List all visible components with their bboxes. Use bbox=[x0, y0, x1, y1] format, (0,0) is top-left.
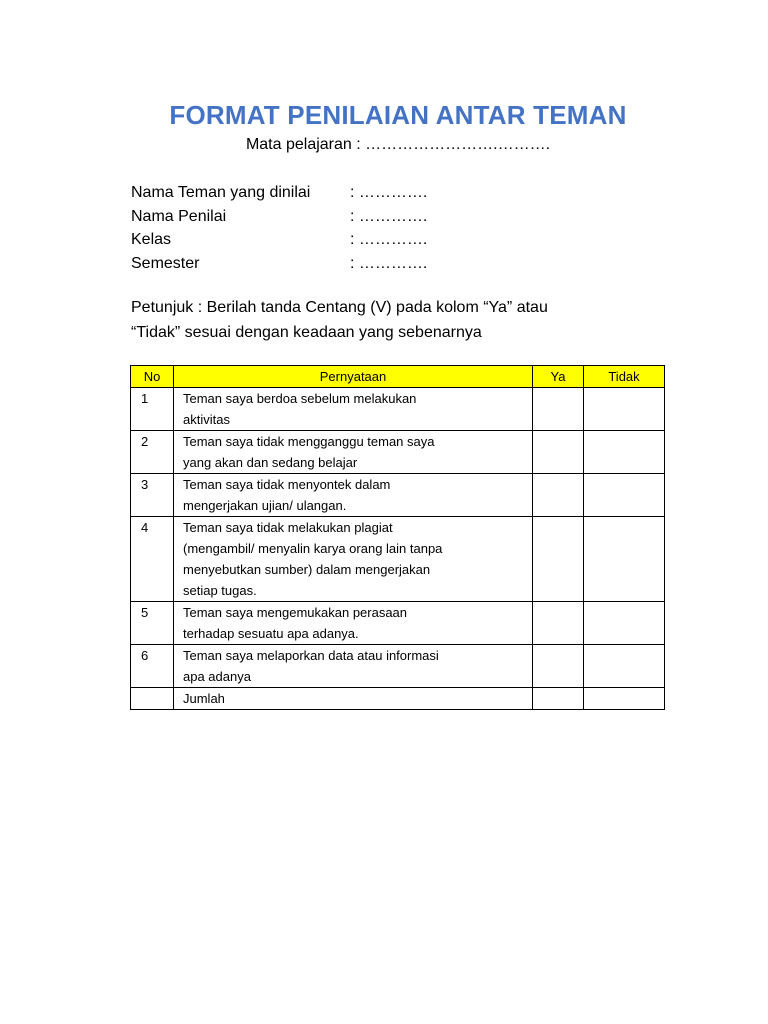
ya-checkbox-cell[interactable] bbox=[533, 474, 584, 517]
statement-line: setiap tugas. bbox=[183, 583, 257, 598]
info-label: Kelas bbox=[131, 231, 172, 248]
table-row bbox=[131, 474, 665, 517]
ya-checkbox-cell[interactable] bbox=[533, 388, 584, 431]
total-row bbox=[131, 688, 665, 710]
info-label: Nama Penilai bbox=[131, 207, 227, 225]
ya-checkbox-cell[interactable] bbox=[533, 645, 584, 688]
tidak-checkbox-cell[interactable] bbox=[584, 602, 665, 645]
statement-line: Teman saya tidak menyontek dalam bbox=[183, 477, 391, 492]
total-number-cell bbox=[131, 688, 174, 710]
header-no: No bbox=[131, 366, 174, 388]
statement-cell bbox=[174, 645, 533, 688]
statement-line: menyebutkan sumber) dalam mengerjakan bbox=[183, 562, 431, 577]
total-ya-cell[interactable] bbox=[533, 688, 584, 710]
row-number: 4 bbox=[131, 517, 174, 602]
info-value: : …………. bbox=[350, 207, 428, 225]
info-block bbox=[131, 181, 427, 275]
instructions bbox=[131, 295, 671, 345]
tidak-checkbox-cell[interactable] bbox=[584, 431, 665, 474]
header-tidak: Tidak bbox=[584, 366, 665, 388]
table-row bbox=[131, 645, 665, 688]
info-row-nama-penilai bbox=[131, 205, 427, 229]
row-number: 3 bbox=[131, 474, 174, 517]
statement-line: Teman saya berdoa sebelum melakukan bbox=[183, 391, 417, 406]
table-row bbox=[131, 517, 665, 602]
row-number: 5 bbox=[131, 602, 174, 645]
statement-line: Teman saya tidak melakukan plagiat bbox=[183, 520, 393, 535]
table-row bbox=[131, 431, 665, 474]
statement-line: mengerjakan ujian/ ulangan. bbox=[183, 498, 347, 513]
info-row-semester bbox=[131, 252, 427, 276]
row-number: 2 bbox=[131, 431, 174, 474]
statement-line: Teman saya mengemukakan perasaan bbox=[183, 605, 408, 620]
total-label: Jumlah bbox=[174, 688, 533, 710]
table-header-row bbox=[131, 366, 665, 388]
table-row bbox=[131, 388, 665, 431]
ya-checkbox-cell[interactable] bbox=[533, 602, 584, 645]
assessment-table bbox=[130, 365, 665, 710]
header-ya: Ya bbox=[533, 366, 584, 388]
subject-line: Mata pelajaran : …………………….………. bbox=[245, 136, 551, 153]
ya-checkbox-cell[interactable] bbox=[533, 517, 584, 602]
ya-checkbox-cell[interactable] bbox=[533, 431, 584, 474]
statement-line: yang akan dan sedang belajar bbox=[183, 455, 358, 470]
statement-cell bbox=[174, 602, 533, 645]
info-label: Semester bbox=[131, 254, 200, 272]
info-value: : …………. bbox=[350, 254, 428, 272]
statement-line: Teman saya tidak mengganggu teman saya bbox=[183, 434, 435, 449]
statement-line: terhadap sesuatu apa adanya. bbox=[183, 626, 359, 641]
info-row-kelas bbox=[131, 228, 427, 252]
tidak-checkbox-cell[interactable] bbox=[584, 645, 665, 688]
instructions-line: Petunjuk : Berilah tanda Centang (V) pada kolom “Ya” atau bbox=[131, 299, 548, 316]
statement-line: aktivitas bbox=[183, 412, 230, 427]
tidak-checkbox-cell[interactable] bbox=[584, 388, 665, 431]
statement-cell bbox=[174, 474, 533, 517]
header-pernyataan: Pernyataan bbox=[174, 366, 533, 388]
info-row-nama-teman bbox=[131, 181, 427, 205]
statement-cell bbox=[174, 517, 533, 602]
tidak-checkbox-cell[interactable] bbox=[584, 517, 665, 602]
statement-cell bbox=[174, 388, 533, 431]
info-value: : …………. bbox=[350, 231, 428, 248]
row-number: 6 bbox=[131, 645, 174, 688]
assessment-table-wrapper bbox=[130, 365, 665, 710]
statement-line: apa adanya bbox=[183, 669, 251, 684]
statement-line: Teman saya melaporkan data atau informasi bbox=[183, 648, 439, 663]
instructions-line: “Tidak” sesuai dengan keadaan yang sebenarnya bbox=[131, 324, 482, 341]
info-label: Nama Teman yang dinilai bbox=[131, 184, 311, 201]
table-row bbox=[131, 602, 665, 645]
info-value: : …………. bbox=[350, 184, 428, 201]
statement-cell bbox=[174, 431, 533, 474]
total-tidak-cell[interactable] bbox=[584, 688, 665, 710]
row-number: 1 bbox=[131, 388, 174, 431]
statement-line: (mengambil/ menyalin karya orang lain tanpa bbox=[183, 541, 443, 556]
tidak-checkbox-cell[interactable] bbox=[584, 474, 665, 517]
page-title: FORMAT PENILAIAN ANTAR TEMAN bbox=[169, 100, 627, 130]
